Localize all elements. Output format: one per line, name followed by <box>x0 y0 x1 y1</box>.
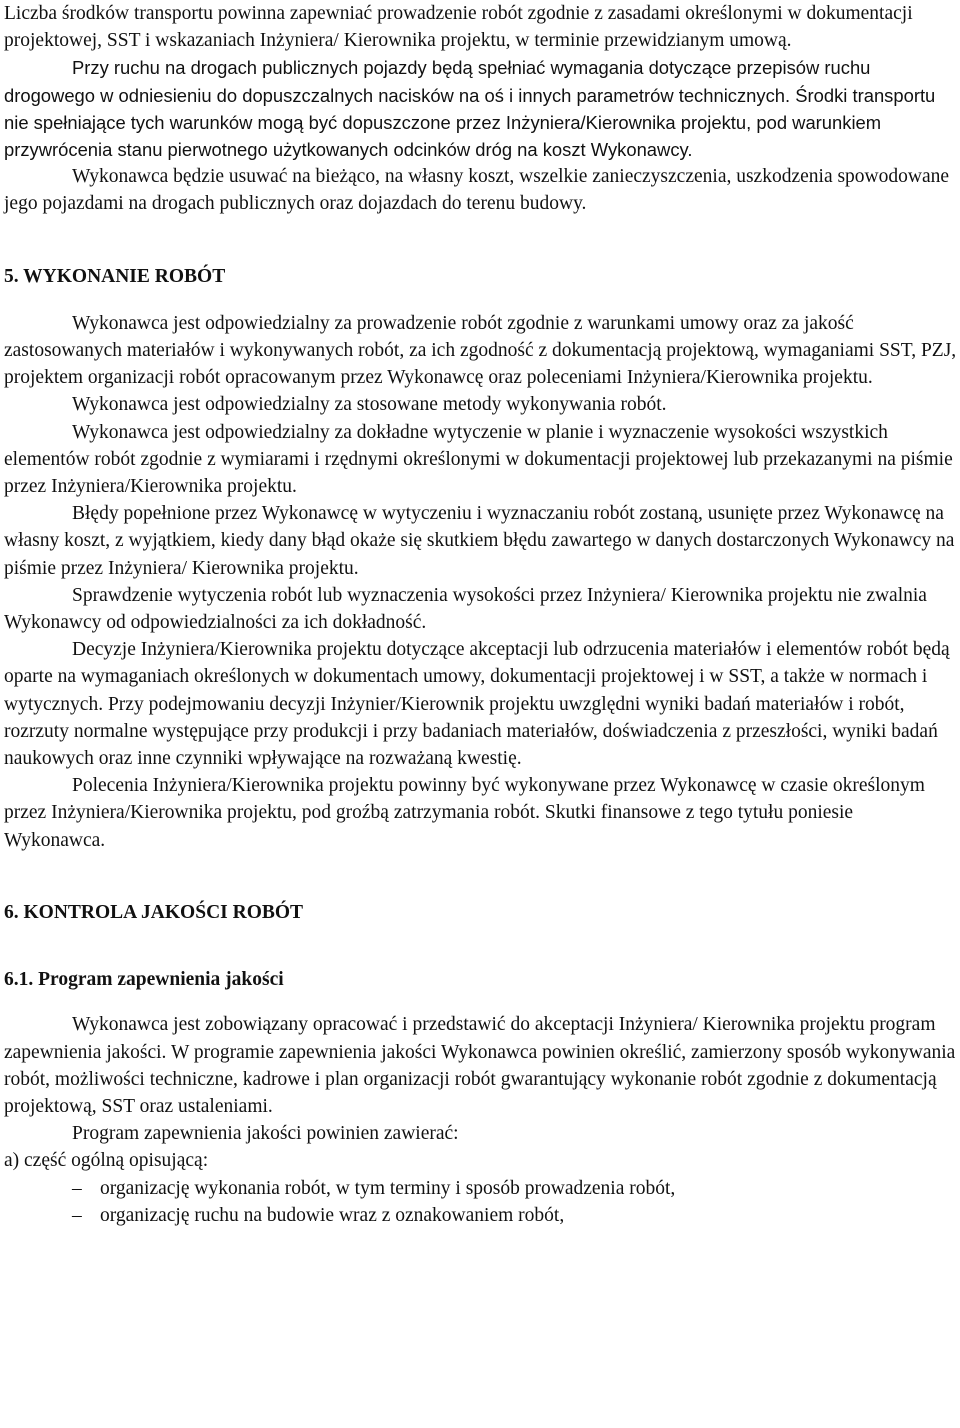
section-6-1-paragraph: Program zapewnienia jakości powinien zawierać: <box>72 1123 459 1145</box>
document-page <box>4 0 958 1229</box>
spacer <box>4 993 958 1011</box>
section-5-paragraph: Sprawdzenie wytyczenia robót lub wyznaczenia wysokości przez Inżyniera/ Kierownika projektu nie zwalnia Wykonawcy od odpowiedzialności za ich dokładność. <box>4 584 927 634</box>
spacer <box>4 290 958 310</box>
section-5-paragraph: Błędy popełnione przez Wykonawcę w wytyczeniu i wyznaczaniu robót zostaną, usunięte przez Wykonawcę na własny koszt, z wyjątkiem, kiedy dany błąd okaże się skutkiem błędu zawartego w danych dostarczonych Wykonawcy na piśmie przez Inżyniera/ Kierownika projektu. <box>4 503 955 579</box>
section-6-heading: 6. KONTROLA JAKOŚCI ROBÓT <box>4 901 304 923</box>
section-5-paragraph: Wykonawca jest odpowiedzialny za prowadzenie robót zgodnie z warunkami umowy oraz za jakość zastosowanych materiałów i wykonywanych robót, za ich zgodność z dokumentacją projektową, wymaganiami SST, PZJ, projektem organizacji robót opracowanym przez Wykonawcę oraz poleceniami Inżyniera/Kierownika projektu. <box>4 312 957 389</box>
section-5-heading: 5. WYKONANIE ROBÓT <box>4 265 226 287</box>
intro-paragraph-3: Wykonawca będzie usuwać na bieżąco, na własny koszt, wszelkie zanieczyszczenia, uszkodzenia spowodowane jego pojazdami na drogach publicznych oraz dojazdach do terenu budowy. <box>4 166 950 215</box>
dash-bullet: – <box>72 1177 82 1199</box>
section-5-paragraph: Decyzje Inżyniera/Kierownika projektu dotyczące akceptacji lub odrzucenia materiałów i elementów robót będą oparte na wymaganiach określonych w dokumentach umowy, dokumentacji projektowej i w SST, a także w normach i wytycznych. Przy podejmowaniu decyzji Inżynier/Kierownik projektu uwzględni wyniki badań materiałów i robót, rozrzuty normalne występujące przy produkcji i przy badaniach materiałów, doświadczenia z przeszłości, wyniki badań naukowych oraz inne czynniki wpływające na rozważaną kwestię. <box>4 639 950 770</box>
intro-paragraph-2-start: Przy ruchu na drogach publicznych pojazdy będą spełniać wymagania dotyczące przepisów ruchu drogowego w odniesieniu do dopuszczalnych nacisków na oś i innych parametrów technicznych. <box>4 57 871 106</box>
list-item-text: organizację wykonania robót, w tym terminy i sposób prowadzenia robót, <box>100 1177 676 1199</box>
list-item <box>4 1202 958 1229</box>
list-item-text: organizację ruchu na budowie wraz z oznakowaniem robót, <box>100 1204 565 1226</box>
section-6-1-heading: 6.1. Program zapewnienia jakości <box>4 969 284 991</box>
intro-paragraph-2-end: Środki transportu nie spełniające tych warunków mogą być dopuszczone przez Inżyniera/Kierownika projektu, pod warunkiem przywrócenia stanu pierwotnego użytkowanych odcinków dróg na koszt Wykonawcy. <box>4 84 936 161</box>
section-5-paragraph: Polecenia Inżyniera/Kierownika projektu powinny być wykonywane przez Wykonawcę w czasie określonym przez Inżyniera/Kierownika projektu, pod groźbą zatrzymania robót. Skutki finansowe z tego tytułu poniesie Wykonawca. <box>4 775 925 851</box>
section-6-1-paragraph: Wykonawca jest zobowiązany opracować i przedstawić do akceptacji Inżyniera/ Kierownika projektu program zapewnienia jakości. W programie zapewnienia jakości Wykonawca powinien określić, zamierzony sposób wykonywania robót, możliwości techniczne, kadrowe i plan organizacji robót gwarantujący wykonanie robót zgodnie z dokumentacją projektową, SST oraz ustaleniami. <box>4 1014 956 1117</box>
list-intro: a) część ogólną opisującą: <box>4 1150 209 1172</box>
dash-bullet: – <box>72 1204 82 1226</box>
spacer <box>4 926 958 966</box>
section-5-paragraph: Wykonawca jest odpowiedzialny za dokładne wytyczenie w planie i wyznaczenie wysokości wszystkich elementów robót zgodnie z wymiarami i rzędnymi określonymi w dokumentacji projektowej lub przekazanymi na piśmie przez Inżyniera/Kierownika projektu. <box>4 421 953 498</box>
spacer <box>4 854 958 899</box>
requirements-list <box>4 1175 958 1229</box>
intro-paragraph-2 <box>4 54 958 163</box>
section-5-paragraph: Wykonawca jest odpowiedzialny za stosowane metody wykonywania robót. <box>72 394 667 416</box>
spacer <box>4 218 958 263</box>
list-item <box>4 1175 958 1202</box>
intro-paragraph-1: Liczba środków transportu powinna zapewniać prowadzenie robót zgodnie z zasadami określonymi w dokumentacji projektowej, SST i wskazaniach Inżyniera/ Kierownika projektu, w terminie przewidzianym umową. <box>4 3 913 52</box>
